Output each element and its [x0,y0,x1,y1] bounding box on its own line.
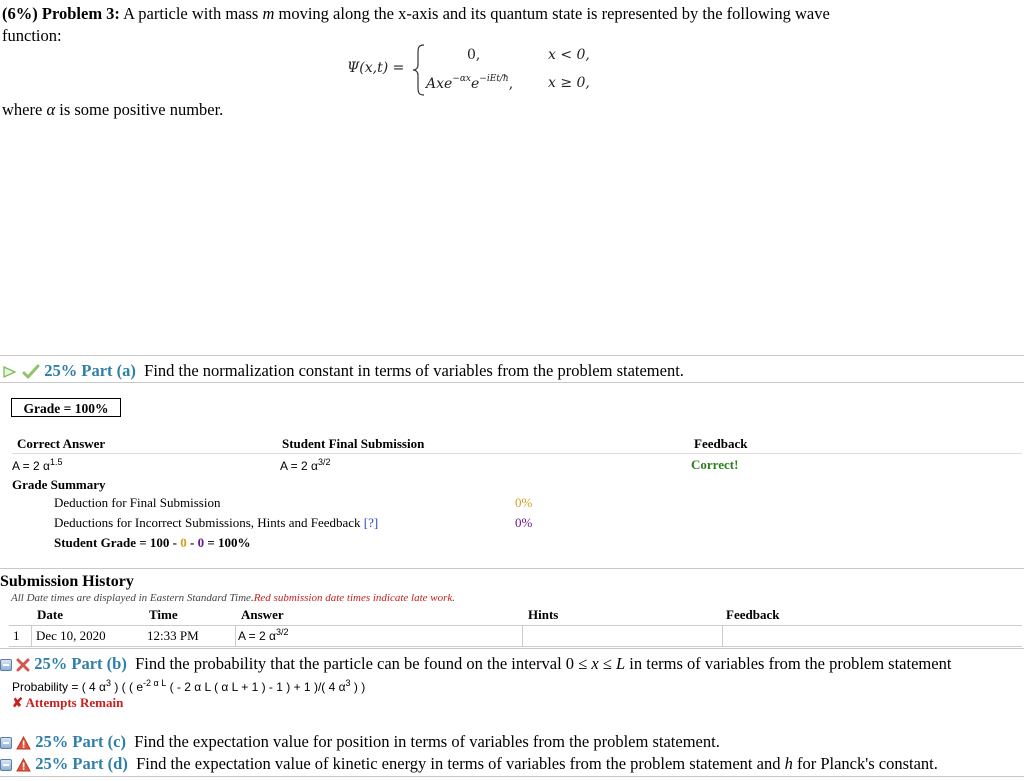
problem-label: Problem 3: [41,4,120,23]
collapse-icon[interactable] [0,759,12,771]
header-student-submission: Student Final Submission [282,436,425,451]
part-b-percent: 25% [34,654,68,673]
x-icon: ✘ [12,695,23,710]
part-b-header[interactable] [0,654,951,674]
mass-variable: m [262,4,275,23]
student-grade: Student Grade = 100 - 0 - 0 = 100% [54,535,251,550]
history-note: All Date times are displayed in Eastern Standard Time.Red submission date times indicate late work. [11,592,456,604]
part-c-header[interactable] [0,732,720,752]
history-row-answer: A = 2 $\alpha^{3/2}$ [238,627,289,643]
wavefunction-brace [412,44,426,96]
part-b-probability-answer: Probability = ( 4 $\alpha^3$ ) ( ( $e^{-2 \alpha L}$ ( - 2 α L ( α L + 1 ) - 1 ) + 1 )/( 4 $\alpha^3$ ) ) [12,678,366,694]
part-d-header[interactable] [0,754,938,774]
wavefunction-lhs: Ψ(x,t) = [347,60,405,76]
part-d-question: Find the expectation value of kinetic energy in terms of variables from the problem statement and h for Planck's constant. [136,754,938,773]
grade-summary-title: Grade Summary [12,477,106,492]
part-a-header[interactable] [2,361,684,381]
deduction-incorrect-label: Deductions for Incorrect Submissions, Hints and Feedback [?] [54,515,379,530]
part-b-question: Find the probability that the particle can be found on the interval 0 ≤ x ≤ L in terms of variables from the problem statement [135,654,952,673]
deduction-incorrect-value: 0% [515,515,533,530]
help-link[interactable]: [?] [363,515,379,530]
history-header-answer: Answer [241,607,284,622]
divider [0,355,1024,356]
history-row-date: Dec 10, 2020 [36,628,106,643]
wavefunction-case1-condition: x < 0, [548,47,590,63]
correct-answer: A = 2 $\alpha^{1.5}$ [12,457,63,473]
part-c-question: Find the expectation value for position in terms of variables from the problem statement. [134,732,720,751]
part-d-label: Part (d) [72,754,128,773]
where-statement: where α is some positive number. [2,100,224,119]
warning-icon [16,758,31,772]
part-c-percent: 25% [35,732,69,751]
warning-icon [16,736,31,750]
x-mark-icon [16,658,30,672]
checkmark-icon [22,364,40,380]
alpha-variable: α [46,100,56,119]
header-correct-answer: Correct Answer [17,436,106,451]
part-a-question: Find the normalization constant in terms of variables from the problem statement. [144,361,684,380]
expand-arrow-icon[interactable] [2,365,18,379]
wavefunction-case1-value: 0, [467,47,481,63]
student-answer: A = 2 $\alpha^{3/2}$ [280,457,331,473]
header-feedback: Feedback [694,436,748,451]
history-row-time: 12:33 PM [147,628,199,643]
part-a-label: Part (a) [81,361,136,380]
divider [0,776,1024,777]
deduction-final-value: 0% [515,495,533,510]
problem-text-3: function: [2,26,62,45]
deduction-final-label: Deduction for Final Submission [54,495,221,510]
wavefunction-case2-value: $Axe^{-\alpha x}e^{-iEt/ħ}$, [426,74,514,92]
attempts-remain: ✘ Attempts Remain [12,695,124,710]
feedback-correct: Correct! [691,457,739,472]
wavefunction-case2-condition: x ≥ 0, [548,75,590,91]
part-c-label: Part (c) [72,732,126,751]
collapse-icon[interactable] [0,737,12,749]
problem-statement [2,3,1002,47]
history-header-time: Time [149,607,178,622]
divider [12,453,1022,454]
problem-weight: (6%) [2,4,38,23]
part-b-label: Part (b) [71,654,127,673]
history-row-num: 1 [13,628,20,643]
history-header-hints: Hints [528,607,559,622]
part-d-percent: 25% [35,754,69,773]
collapse-icon[interactable] [0,659,12,671]
problem-text-2: moving along the x-axis and its quantum state is represented by the following wave [278,4,830,23]
divider [0,648,1024,649]
history-header-date: Date [37,607,63,622]
divider [0,568,1024,569]
history-header-feedback: Feedback [726,607,780,622]
history-title: Submission History [0,573,134,590]
part-a-percent: 25% [44,361,78,380]
grade-badge: Grade = 100% [11,398,121,417]
divider [0,382,1024,383]
problem-text: A particle with mass [123,4,259,23]
